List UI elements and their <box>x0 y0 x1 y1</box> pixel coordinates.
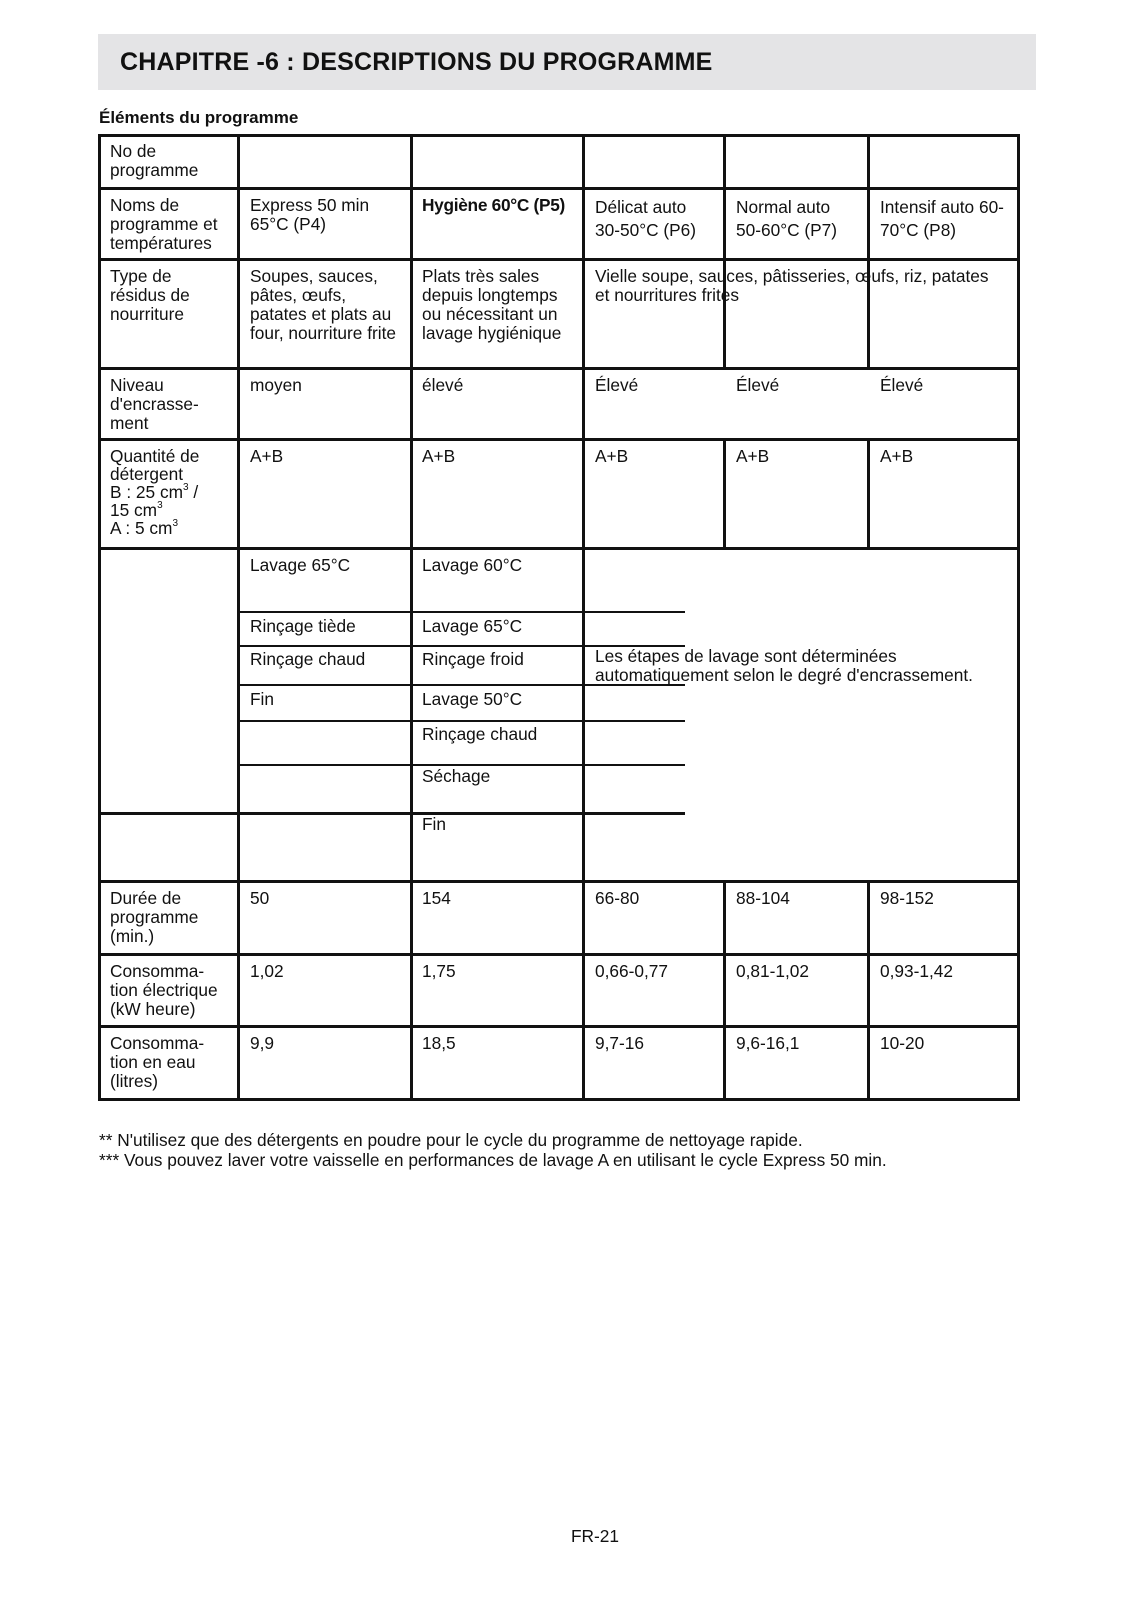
section-title: Éléments du programme <box>99 108 299 127</box>
detergent-p8: A+B <box>880 446 914 466</box>
footnotes <box>99 1130 887 1170</box>
program-name-p5: Hygiène 60°C (P5) <box>422 195 565 215</box>
energy-p8: 0,93-1,42 <box>880 961 954 981</box>
soil-p8: Élevé <box>880 375 924 395</box>
table-rule <box>723 134 726 370</box>
detergent-p4: A+B <box>250 446 284 466</box>
step-p5-3: Rinçage froid <box>422 649 524 669</box>
duration-p4: 50 <box>250 888 270 908</box>
detergent-b-amount-alt: 15 $cm^3$ <box>110 500 163 520</box>
step-p5-5: Rinçage chaud <box>422 724 538 744</box>
row-label-detergent <box>98 439 238 537</box>
table-rule <box>867 134 870 370</box>
program-name-p4: Express 50 min 65°C (P4) <box>250 195 370 234</box>
soil-p4: moyen <box>250 375 302 395</box>
row-label-duration: Durée de programme (min.) <box>110 888 199 946</box>
detergent-p5: A+B <box>422 446 456 466</box>
page-number: FR-21 <box>571 1526 620 1546</box>
row-label-soil-level: Niveau d'encrasse-ment <box>110 375 199 433</box>
soil-p5: élevé <box>422 375 464 395</box>
chapter-title: CHAPITRE -6 : DESCRIPTIONS DU PROGRAMME <box>120 48 713 76</box>
program-table <box>98 134 1020 1104</box>
step-p4-4: Fin <box>250 689 275 709</box>
duration-p7: 88-104 <box>736 888 790 908</box>
water-p7: 9,6-16,1 <box>736 1033 800 1053</box>
step-p4-1: Lavage 65°C <box>250 555 351 575</box>
row-label-residue-type: Type de résidus de nourriture <box>110 266 190 324</box>
energy-p4: 1,02 <box>250 961 284 981</box>
detergent-label-title: Quantité de détergent <box>110 446 200 484</box>
detergent-b-amount: B : 25 $cm^3$ / <box>110 482 199 502</box>
step-p5-2: Lavage 65°C <box>422 616 523 636</box>
duration-p5: 154 <box>422 888 451 908</box>
step-p5-1: Lavage 60°C <box>422 555 523 575</box>
water-p6: 9,7-16 <box>595 1033 645 1053</box>
soil-p6: Élevé <box>595 375 639 395</box>
energy-p5: 1,75 <box>422 961 456 981</box>
program-name-p7: Normal auto 50-60°C (P7) <box>736 197 838 240</box>
row-label-water: Consomma-tion en eau (litres) <box>110 1033 205 1091</box>
residue-p4: Soupes, sauces, pâtes, œufs, patates et plats au four, nourriture frite <box>250 266 396 343</box>
water-p8: 10-20 <box>880 1033 925 1053</box>
table-rule <box>867 880 870 1101</box>
table-rule <box>98 812 685 815</box>
step-p4-2: Rinçage tiède <box>250 616 356 636</box>
water-p4: 9,9 <box>250 1033 275 1053</box>
row-label-energy: Consomma-tion électrique (kW heure) <box>110 961 218 1019</box>
duration-p6: 66-80 <box>595 888 640 908</box>
residue-auto-programs: Vielle soupe, sauces, pâtisseries, œufs, riz, patates et nourritures frites <box>595 266 989 305</box>
energy-p7: 0,81-1,02 <box>736 961 810 981</box>
soil-p7: Élevé <box>736 375 780 395</box>
program-name-p6: Délicat auto 30-50°C (P6) <box>595 197 697 240</box>
duration-p8: 98-152 <box>880 888 934 908</box>
table-rule <box>723 880 726 1101</box>
row-label-program-names: Noms de programme et températures <box>110 195 218 253</box>
detergent-p6: A+B <box>595 446 629 466</box>
water-p5: 18,5 <box>422 1033 456 1053</box>
row-label-program-no: No de programme <box>110 141 199 180</box>
chapter-header <box>98 34 1036 90</box>
program-name-p8: Intensif auto 60-70°C (P8) <box>880 197 1004 240</box>
step-p5-4: Lavage 50°C <box>422 689 523 709</box>
detergent-p7: A+B <box>736 446 770 466</box>
residue-p5: Plats très sales depuis longtemps ou nécessitant un lavage hygiénique <box>422 266 562 343</box>
footnote-powder-detergent: ** N'utilisez que des détergents en poudre pour le cycle du programme de nettoyage rapide. <box>99 1130 803 1150</box>
step-p5-7: Fin <box>422 814 447 834</box>
energy-p6: 0,66-0,77 <box>595 961 669 981</box>
step-p5-6: Séchage <box>422 766 491 786</box>
footnote-express-performance: *** Vous pouvez laver votre vaisselle en performances de lavage A en utilisant le cycle Express 50 min. <box>99 1150 887 1170</box>
auto-steps-note: Les étapes de lavage sont déterminées automatiquement selon le degré d'encrassement. <box>595 646 973 685</box>
detergent-a-amount: A : 5 $cm^3$ <box>110 518 178 538</box>
step-p4-3: Rinçage chaud <box>250 649 366 669</box>
